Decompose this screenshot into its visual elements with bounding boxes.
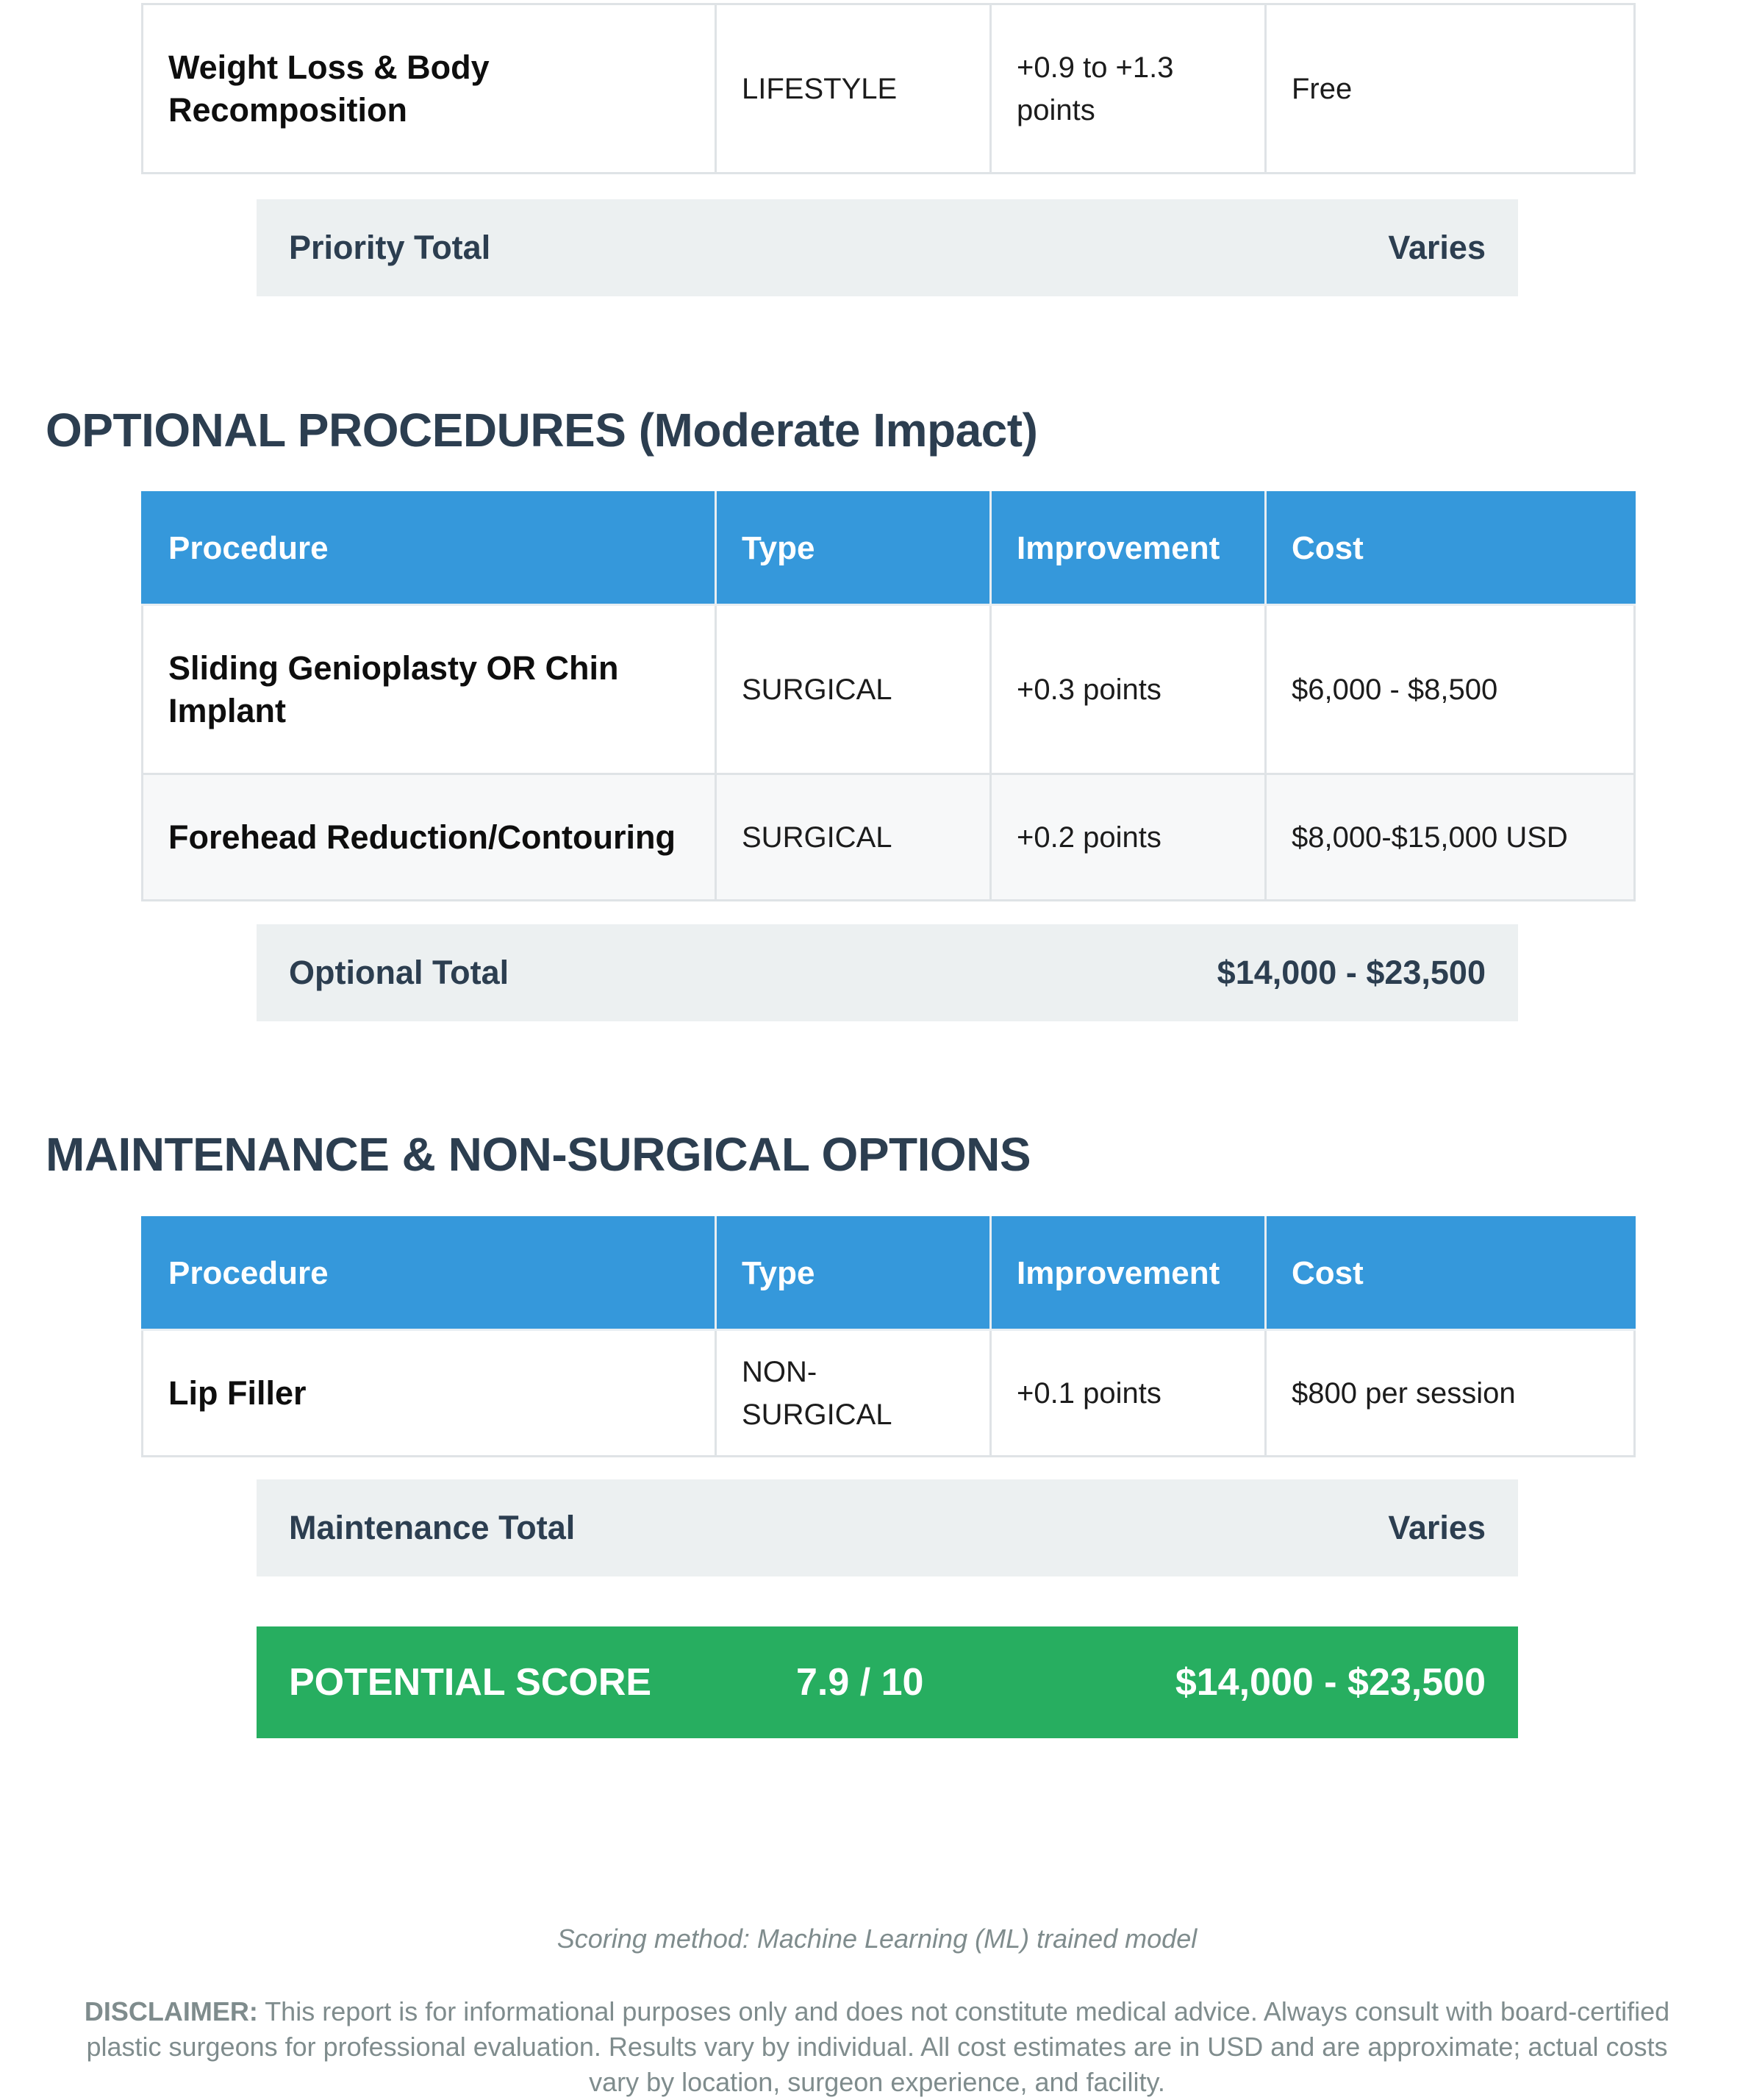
column-header-procedure: Procedure	[143, 1218, 716, 1330]
disclaimer	[59, 1994, 1695, 2100]
type-cell: LIFESTYLE	[716, 4, 991, 174]
type-cell: NON-SURGICAL	[716, 1330, 991, 1457]
column-header-improvement: Improvement	[991, 493, 1266, 605]
optional-total-value: $14,000 - $23,500	[1217, 954, 1486, 991]
maintenance-total-label: Maintenance Total	[289, 1509, 576, 1546]
potential-score-value: 7.9 / 10	[796, 1661, 924, 1704]
type-cell: SURGICAL	[716, 774, 991, 901]
table-row	[143, 605, 1635, 774]
potential-score-bar	[257, 1626, 1518, 1738]
procedure-cell: Lip Filler	[143, 1330, 716, 1457]
potential-score-label: POTENTIAL SCORE	[289, 1661, 652, 1704]
disclaimer-text: This report is for informational purposes only and does not constitute medical advice. Always consult with board-certified plastic surgeons for professional evaluation. Results vary by individual. All cost estimates are in USD and are approximate; actual costs vary by location, surgeon experience, and facility.	[86, 1996, 1670, 2097]
maintenance-total-value: Varies	[1388, 1509, 1486, 1546]
scoring-method-note: Scoring method: Machine Learning (ML) trained model	[556, 1924, 1198, 1954]
optional-total-label: Optional Total	[289, 954, 509, 991]
table-row	[143, 1330, 1635, 1457]
table-row	[143, 4, 1635, 174]
procedure-cell: Weight Loss & Body Recomposition	[143, 4, 716, 174]
procedure-cell: Forehead Reduction/Contouring	[143, 774, 716, 901]
improvement-cell: +0.3 points	[991, 605, 1266, 774]
priority-total-label: Priority Total	[289, 229, 491, 266]
column-header-type: Type	[716, 493, 991, 605]
column-header-type: Type	[716, 1218, 991, 1330]
potential-score-cost: $14,000 - $23,500	[1175, 1661, 1486, 1704]
maintenance-total-bar	[257, 1479, 1518, 1576]
cost-cell: $6,000 - $8,500	[1266, 605, 1635, 774]
improvement-cell: +0.2 points	[991, 774, 1266, 901]
type-cell: SURGICAL	[716, 605, 991, 774]
disclaimer-lead: DISCLAIMER:	[84, 1996, 258, 2026]
table-row	[143, 774, 1635, 901]
cost-cell: $8,000-$15,000 USD	[1266, 774, 1635, 901]
optional-procedures-table	[141, 491, 1636, 901]
improvement-cell: +0.9 to +1.3 points	[991, 4, 1266, 174]
optional-section-heading: OPTIONAL PROCEDURES (Moderate Impact)	[46, 404, 1038, 457]
maintenance-table	[141, 1216, 1636, 1457]
column-header-improvement: Improvement	[991, 1218, 1266, 1330]
improvement-cell: +0.1 points	[991, 1330, 1266, 1457]
column-header-cost: Cost	[1266, 1218, 1635, 1330]
priority-total-bar	[257, 199, 1518, 296]
optional-total-bar	[257, 924, 1518, 1021]
column-header-procedure: Procedure	[143, 493, 716, 605]
priority-procedures-table	[141, 3, 1636, 174]
maintenance-section-heading: MAINTENANCE & NON-SURGICAL OPTIONS	[46, 1128, 1031, 1181]
priority-total-value: Varies	[1388, 229, 1486, 266]
table-header-row	[143, 493, 1635, 605]
table-header-row	[143, 1218, 1635, 1330]
column-header-cost: Cost	[1266, 493, 1635, 605]
cost-cell: $800 per session	[1266, 1330, 1635, 1457]
cost-cell: Free	[1266, 4, 1635, 174]
procedure-cell: Sliding Genioplasty OR Chin Implant	[143, 605, 716, 774]
